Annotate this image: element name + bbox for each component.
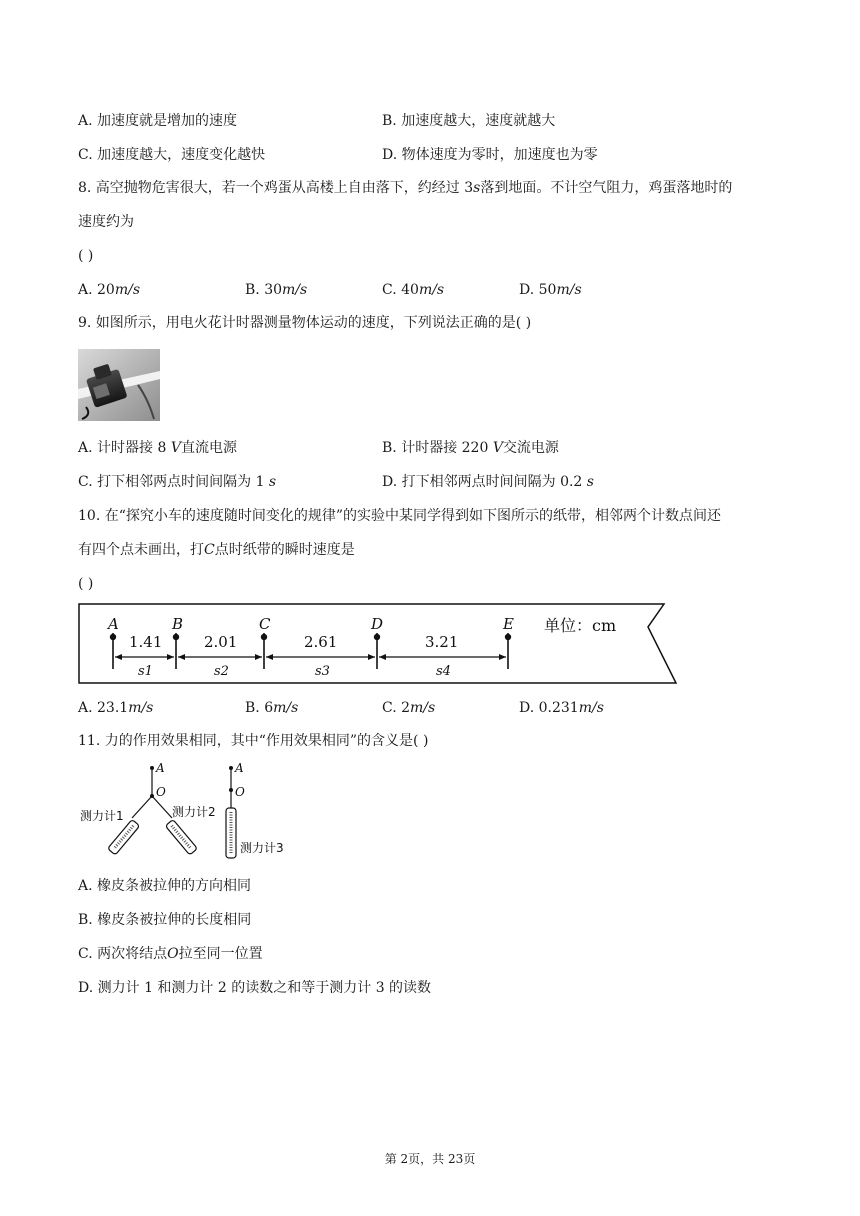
q9-option-a: A. 计时器接 8 V直流电源 [78, 440, 237, 456]
q9-option-c: C. 打下相邻两点时间间隔为 1 s [78, 474, 277, 490]
tape-dot-e [505, 634, 511, 640]
q8-option-b: B. 30m/s [245, 282, 308, 298]
tape-distance: 3.21 [425, 633, 459, 651]
tape-distance: 2.01 [204, 633, 238, 651]
q8-option-d: D. 50m/s [519, 282, 582, 298]
tape-distance: 2.61 [304, 633, 338, 651]
tape-dot-b [173, 634, 179, 640]
tape-point-label: B [172, 615, 184, 633]
q11-stem: 11. 力的作用效果相同，其中“作用效果相同”的含义是( ) [78, 733, 429, 749]
point-a-label: A [156, 761, 165, 775]
q10-option-a: A. 23.1m/s [78, 700, 154, 716]
q11-option-b: B. 橡皮条被拉伸的长度相同 [78, 912, 252, 928]
q9-stem: 9. 如图所示，用电火花计时器测量物体运动的速度，下列说法正确的是( ) [78, 315, 532, 331]
spark-timer-photo [78, 349, 160, 421]
q8-stem-line1: 8. 高空抛物危害很大，若一个鸡蛋从高楼上自由落下，约经过 3s落到地面。不计空气阻力，鸡蛋落地时的 [78, 180, 733, 196]
meter1-label: 测力计1 [80, 809, 124, 823]
q7-option-b: B. 加速度越大，速度就越大 [382, 113, 556, 129]
q8-option-c: C. 40m/s [382, 282, 445, 298]
q7-option-c: C. 加速度越大，速度变化越快 [78, 147, 266, 163]
tape-segment: s3 [315, 664, 330, 679]
tape-segment: s1 [138, 664, 153, 679]
q10-option-c: C. 2m/s [382, 700, 436, 716]
tape-dot-a [110, 634, 116, 640]
tape-dot-c [261, 634, 267, 640]
tape-segment: s4 [436, 664, 451, 679]
meter3-label: 测力计3 [240, 841, 284, 855]
tape-unit-label: 单位：cm [544, 616, 617, 635]
tape-point-label: E [503, 615, 514, 633]
q10-stem-line1: 10. 在“探究小车的速度随时间变化的规律”的实验中某同学得到如下图所示的纸带，相邻两个计数点间还 [78, 508, 722, 524]
q11-option-c: C. 两次将结点O拉至同一位置 [78, 946, 263, 962]
force-meter-figure [78, 760, 308, 866]
point-o-label: O [156, 785, 166, 799]
tape-point-label: A [108, 615, 119, 633]
meter2-label: 测力计2 [172, 805, 216, 819]
q7-option-d: D. 物体速度为零时，加速度也为零 [382, 147, 598, 163]
q10-answer-paren: ( ) [78, 576, 94, 592]
tape-distance: 1.41 [129, 633, 163, 651]
q10-stem-line2: 有四个点未画出，打C点时纸带的瞬时速度是 [78, 542, 355, 558]
force-meter-1 [108, 819, 140, 855]
q8-stem-line2: 速度约为 [78, 214, 134, 230]
q9-option-d: D. 打下相邻两点时间间隔为 0.2 s [382, 474, 594, 490]
force-meter-3 [226, 808, 236, 858]
tape-point-label: C [259, 615, 271, 633]
point-a-label: A [235, 761, 244, 775]
page-footer: 第 2页，共 23页 [384, 1152, 476, 1166]
q10-option-b: B. 6m/s [245, 700, 299, 716]
q8-answer-paren: ( ) [78, 248, 94, 264]
q10-option-d: D. 0.231m/s [519, 700, 604, 716]
force-meter-2 [165, 819, 197, 855]
q11-option-a: A. 橡皮条被拉伸的方向相同 [78, 878, 252, 894]
point-o-label: O [235, 785, 245, 799]
tape-segment: s2 [214, 664, 229, 679]
q8-option-a: A. 20m/s [78, 282, 141, 298]
q11-option-d: D. 测力计 1 和测力计 2 的读数之和等于测力计 3 的读数 [78, 980, 432, 996]
tape-point-label: D [371, 615, 384, 633]
paper-tape-figure [78, 603, 682, 685]
q9-option-b: B. 计时器接 220 V交流电源 [382, 440, 559, 456]
tape-dot-d [374, 634, 380, 640]
q7-option-a: A. 加速度就是增加的速度 [78, 113, 238, 129]
